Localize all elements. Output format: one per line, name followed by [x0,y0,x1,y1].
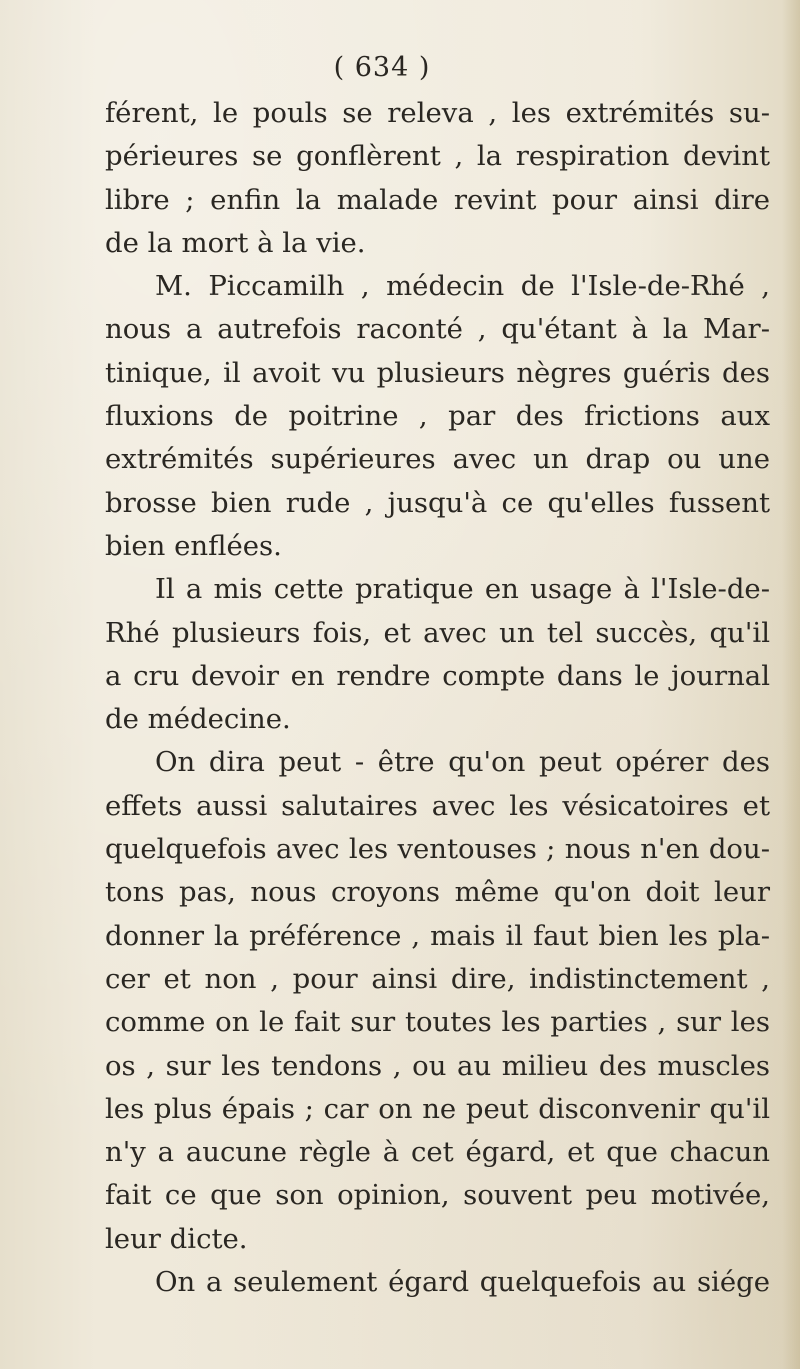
text-line: tons pas, nous croyons même qu'on doit leur [105,876,770,909]
page-number: ( 634 ) [333,52,431,83]
text-line: donner la préférence , mais il faut bien les pla- [105,919,770,952]
text-line: périeures se gonflèrent , la respiration devint [105,140,770,173]
page-edge-shadow [782,0,800,1369]
text-line: brosse bien rude , jusqu'à ce qu'elles fussent [105,486,770,519]
text-line: nous a autrefois raconté , qu'étant à la Mar- [105,313,770,346]
text-line: a cru devoir en rendre compte dans le journal [105,659,770,692]
text-line: Il a mis cette pratique en usage à l'Isle-de- [155,573,770,606]
text-line: On dira peut - être qu'on peut opérer des [155,746,770,779]
text-line: fluxions de poitrine , par des frictions aux [105,400,770,433]
text-line: leur dicte. [105,1222,248,1255]
text-line: os , sur les tendons , ou au milieu des muscles [105,1049,770,1082]
text-line: de médecine. [105,703,291,736]
text-line: On a seulement égard quelquefois au siége [155,1266,770,1299]
text-line: tinique, il avoit vu plusieurs nègres guéris des [105,356,770,389]
body-text [105,92,770,1304]
text-line: Rhé plusieurs fois, et avec un tel succès, qu'il [105,616,770,649]
text-line: de la mort à la vie. [105,226,366,259]
text-line: libre ; enfin la malade revint pour ainsi dire [105,183,770,216]
text-line: férent, le pouls se releva , les extrémités su- [105,97,770,129]
text-line: quelquefois avec les ventouses ; nous n'en dou- [105,833,770,866]
text-line: les plus épais ; car on ne peut disconvenir qu'il [105,1092,770,1125]
text-line: comme on le fait sur toutes les parties , sur les [105,1006,770,1039]
text-line: cer et non , pour ainsi dire, indistinctement , [105,962,770,995]
text-line: bien enflées. [105,529,282,562]
text-line: n'y a aucune règle à cet égard, et que chacun [105,1136,770,1169]
text-line: effets aussi salutaires avec les vésicatoires et [105,789,770,822]
text-line: extrémités supérieures avec un drap ou une [105,443,770,476]
text-line: fait ce que son opinion, souvent peu motivée, [105,1179,770,1212]
text-line: M. Piccamilh , médecin de l'Isle-de-Rhé , [155,270,770,303]
